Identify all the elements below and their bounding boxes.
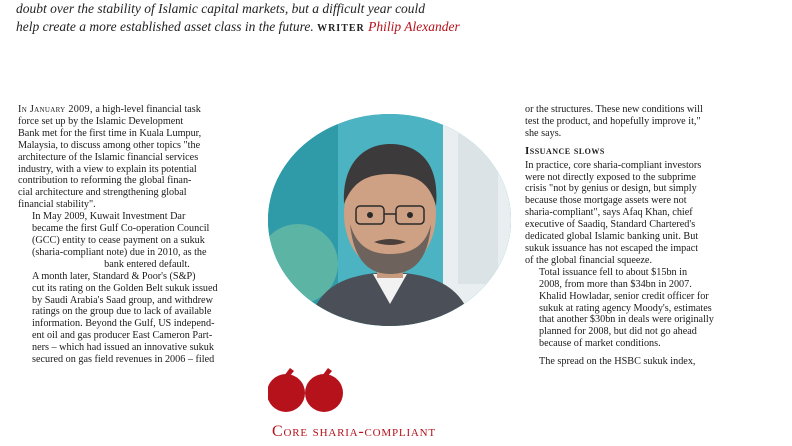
paragraph bbox=[18, 104, 262, 211]
paragraph-line: planned for 2008, but did not go ahead bbox=[539, 326, 697, 338]
paragraph-line: sukuk at rating agency Moody's, estimates bbox=[539, 302, 712, 314]
paragraph-line: she says. bbox=[525, 127, 562, 139]
paragraph-line: ratings on the group due to lack of available bbox=[32, 306, 212, 318]
paragraph-line: became the first Gulf Co-operation Council bbox=[32, 223, 210, 235]
paragraph-line: The spread on the HSBC sukuk index, bbox=[539, 356, 696, 368]
article-column-left bbox=[18, 104, 262, 366]
paragraph bbox=[18, 211, 262, 271]
pull-quote: Core sharia-compliant bbox=[272, 423, 436, 440]
paragraph-line: sharia-compliant", says Afaq Khan, chief bbox=[525, 207, 693, 219]
standfirst-text: help create a more established asset class in the future. bbox=[16, 19, 314, 34]
paragraph-line: 2008, from more than $34bn in 2007. bbox=[539, 278, 692, 290]
portrait-photo bbox=[268, 114, 511, 326]
paragraph-line: or the structures. These new conditions will bbox=[525, 104, 703, 115]
writer-name: Philip Alexander bbox=[368, 19, 460, 34]
paragraph-line: ners – which had issued an innovative sukuk bbox=[32, 342, 214, 354]
paragraph-line: test the product, and hopefully improve it," bbox=[525, 115, 701, 127]
paragraph-line: (GCC) entity to cease payment on a sukuk bbox=[32, 234, 205, 246]
paragraph-line: Bank met for the first time in Kuala Lumpur, bbox=[18, 127, 202, 139]
paragraph bbox=[525, 104, 765, 140]
standfirst-line: doubt over the stability of Islamic capital markets, but a difficult year could bbox=[16, 1, 426, 16]
quote-marks-icon bbox=[268, 368, 368, 418]
paragraph-line: Malaysia, to discuss among other topics "the bbox=[18, 139, 201, 151]
paragraph-line: force set up by the Islamic Development bbox=[18, 115, 184, 127]
paragraph-line: ent oil and gas producer East Cameron Part- bbox=[32, 330, 213, 342]
paragraph-line: because those mortgage assets were not bbox=[525, 195, 687, 207]
section-subhead: Issuance slows bbox=[525, 144, 605, 157]
paragraph-line: of the global financial squeeze. bbox=[525, 254, 653, 266]
paragraph-line: by Saudi Arabia's Saad group, and withdrew bbox=[32, 294, 213, 306]
paragraph-line: dedicated global Islamic banking unit. But bbox=[525, 231, 699, 243]
portrait-illustration bbox=[268, 114, 511, 326]
paragraph-line: secured on gas field revenues in 2006 – filed bbox=[32, 354, 215, 366]
paragraph-line: architecture of the Islamic financial services bbox=[18, 151, 199, 163]
paragraph-line: In practice, core sharia-compliant investors bbox=[525, 159, 702, 171]
paragraph-line: Khalid Howladar, senior credit officer for bbox=[539, 290, 709, 302]
paragraph-line: were not directly exposed to the subprime bbox=[525, 171, 696, 183]
paragraph-line: industry, with a view to explain its potential bbox=[18, 163, 197, 175]
paragraph-line: financial stability". bbox=[18, 199, 96, 211]
paragraph-line: In January 2009, a high-level financial task bbox=[18, 104, 201, 115]
article-column-right bbox=[525, 104, 765, 368]
paragraph-line: (sharia-compliant note) due in 2010, as the bbox=[32, 246, 207, 258]
paragraph-line: Total issuance fell to about $15bn in bbox=[539, 266, 688, 278]
paragraph-line: bank entered default. bbox=[104, 258, 190, 270]
paragraph-line: that another $30bn in deals were originally bbox=[539, 314, 714, 326]
paragraph bbox=[525, 160, 765, 267]
paragraph-line: executive of Saadiq, Standard Chartered's bbox=[525, 219, 696, 231]
paragraph-line: information. Beyond the Gulf, US independ- bbox=[32, 318, 215, 330]
standfirst-line bbox=[16, 18, 536, 38]
paragraph-line: cut its rating on the Golden Belt sukuk issued bbox=[32, 282, 218, 294]
paragraph-line: contribution to reforming the global finan- bbox=[18, 175, 192, 187]
paragraph bbox=[525, 356, 765, 368]
writer-tag: WRITER bbox=[317, 23, 365, 34]
paragraph-line: sukuk issuance has not escaped the impact bbox=[525, 242, 699, 254]
article-standfirst bbox=[16, 0, 536, 38]
paragraph-line: cial architecture and strengthening global bbox=[18, 187, 187, 199]
paragraph bbox=[525, 267, 765, 350]
paragraph-line: In May 2009, Kuwait Investment Dar bbox=[32, 211, 186, 223]
paragraph bbox=[18, 271, 262, 366]
lead-in: In January 2009, bbox=[18, 104, 93, 115]
paragraph-line: crisis "not by genius or design, but simply bbox=[525, 183, 697, 195]
paragraph-line: because of market conditions. bbox=[539, 338, 661, 350]
paragraph-line: A month later, Standard & Poor's (S&P) bbox=[32, 270, 196, 282]
